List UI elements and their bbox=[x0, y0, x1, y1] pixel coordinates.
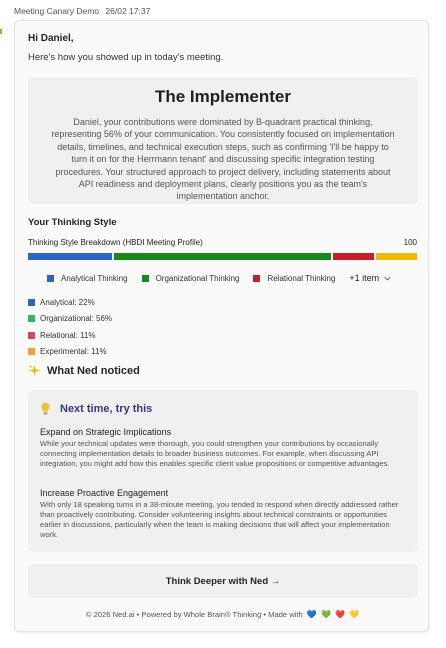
legend-relational[interactable] bbox=[253, 274, 335, 283]
chevron-down-icon bbox=[383, 274, 392, 283]
footer bbox=[15, 610, 430, 619]
tip-body: With only 18 speaking turns in a 38-minute meeting, you tended to respond when directly addressed rather than proactively contributing. Consider volunteering insights about technical constraints or opportunities earlier in discussions, particularly when the team is making decisions that will affect your implementation work. bbox=[40, 500, 399, 539]
bar-segment-organizational-thinking[interactable] bbox=[114, 253, 331, 260]
legend-organizational[interactable] bbox=[142, 274, 240, 283]
noticed-heading-row bbox=[28, 364, 140, 377]
red-heart-icon: ❤️ bbox=[335, 610, 346, 619]
profile-panel bbox=[28, 77, 418, 204]
profile-title: The Implementer bbox=[154, 87, 292, 106]
legend-label: Analytical Thinking bbox=[61, 273, 128, 283]
percentage-list bbox=[28, 294, 112, 360]
color-swatch bbox=[28, 332, 35, 339]
percentage-label: Experimental: 11% bbox=[40, 347, 107, 356]
legend-more-label: +1 item bbox=[349, 273, 380, 283]
chart-max-label: 100 bbox=[403, 238, 417, 247]
think-deeper-label: Think Deeper with Ned → bbox=[165, 575, 281, 587]
thinking-style-heading: Your Thinking Style bbox=[28, 217, 117, 228]
legend-more-button[interactable] bbox=[349, 273, 392, 283]
lightbulb-icon bbox=[40, 402, 51, 415]
tips-panel bbox=[28, 390, 418, 552]
yellow-heart-icon: 💛 bbox=[349, 610, 360, 619]
legend-swatch bbox=[142, 275, 149, 282]
message-header bbox=[14, 6, 154, 16]
green-heart-icon: 💚 bbox=[320, 610, 331, 619]
legend-analytical[interactable] bbox=[47, 274, 128, 283]
message-timestamp: 26/02 17:37 bbox=[105, 6, 151, 16]
footer-text: © 2026 Ned.ai • Powered by Whole Brain® Thinking • Made with bbox=[85, 610, 303, 619]
tip-body: While your technical updates were thorough, you could strengthen your contributions by occasionally connecting implementation details to broader business outcomes. For example, when discussing API integration, you might add how this enables specific client value propositions or competitive advantages. bbox=[40, 439, 390, 468]
meeting-report-card bbox=[14, 20, 429, 632]
tips-heading: Next time, try this bbox=[60, 402, 153, 415]
tips-heading-row bbox=[40, 402, 152, 415]
unread-marker bbox=[0, 29, 2, 34]
sparkles-icon bbox=[28, 364, 41, 377]
chart-legend bbox=[47, 272, 392, 284]
sender-name: Meeting Canary Demo bbox=[14, 6, 100, 16]
list-item bbox=[28, 294, 112, 310]
color-swatch bbox=[28, 315, 35, 322]
list-item bbox=[28, 311, 112, 327]
intro-text: Here's how you showed up in today's meeting. bbox=[28, 52, 224, 63]
list-item bbox=[28, 344, 112, 360]
tip-title: Expand on Strategic Implications bbox=[40, 427, 172, 437]
bar-segment-analytical-thinking[interactable] bbox=[28, 253, 112, 260]
legend-label: Relational Thinking bbox=[267, 273, 336, 283]
percentage-label: Analytical: 22% bbox=[40, 297, 95, 307]
legend-swatch bbox=[253, 275, 260, 282]
think-deeper-button[interactable] bbox=[28, 564, 418, 598]
bar-segment-experimental[interactable] bbox=[376, 253, 417, 260]
greeting: Hi Daniel, bbox=[28, 33, 74, 44]
thinking-style-bar bbox=[28, 253, 419, 260]
profile-description: Daniel, your contributions were dominated by B-quadrant practical thinking, representing 56% of your communication. You consistently focused on implementation details, timelines, and technical execution steps, such as confirming 'I'll be happy to turn it on for the Herrmann tenant' and discussing specific integration testing procedures. Your structured approach to project delivery, including statements about API readiness and deployment plans, clearly positions you as the team's implementation anchor. bbox=[51, 117, 395, 202]
chart-title: Thinking Style Breakdown (HBDI Meeting Profile) bbox=[28, 238, 203, 247]
color-swatch bbox=[28, 299, 35, 306]
tip-title: Increase Proactive Engagement bbox=[40, 488, 169, 498]
percentage-label: Organizational: 56% bbox=[40, 314, 113, 323]
blue-heart-icon: 💙 bbox=[306, 610, 317, 619]
color-swatch bbox=[28, 348, 35, 355]
list-item bbox=[28, 327, 112, 343]
noticed-heading: What Ned noticed bbox=[47, 364, 140, 377]
percentage-label: Relational: 11% bbox=[40, 330, 96, 340]
legend-label: Organizational Thinking bbox=[155, 273, 240, 283]
bar-segment-relational-thinking[interactable] bbox=[333, 253, 374, 260]
legend-swatch bbox=[47, 275, 54, 282]
